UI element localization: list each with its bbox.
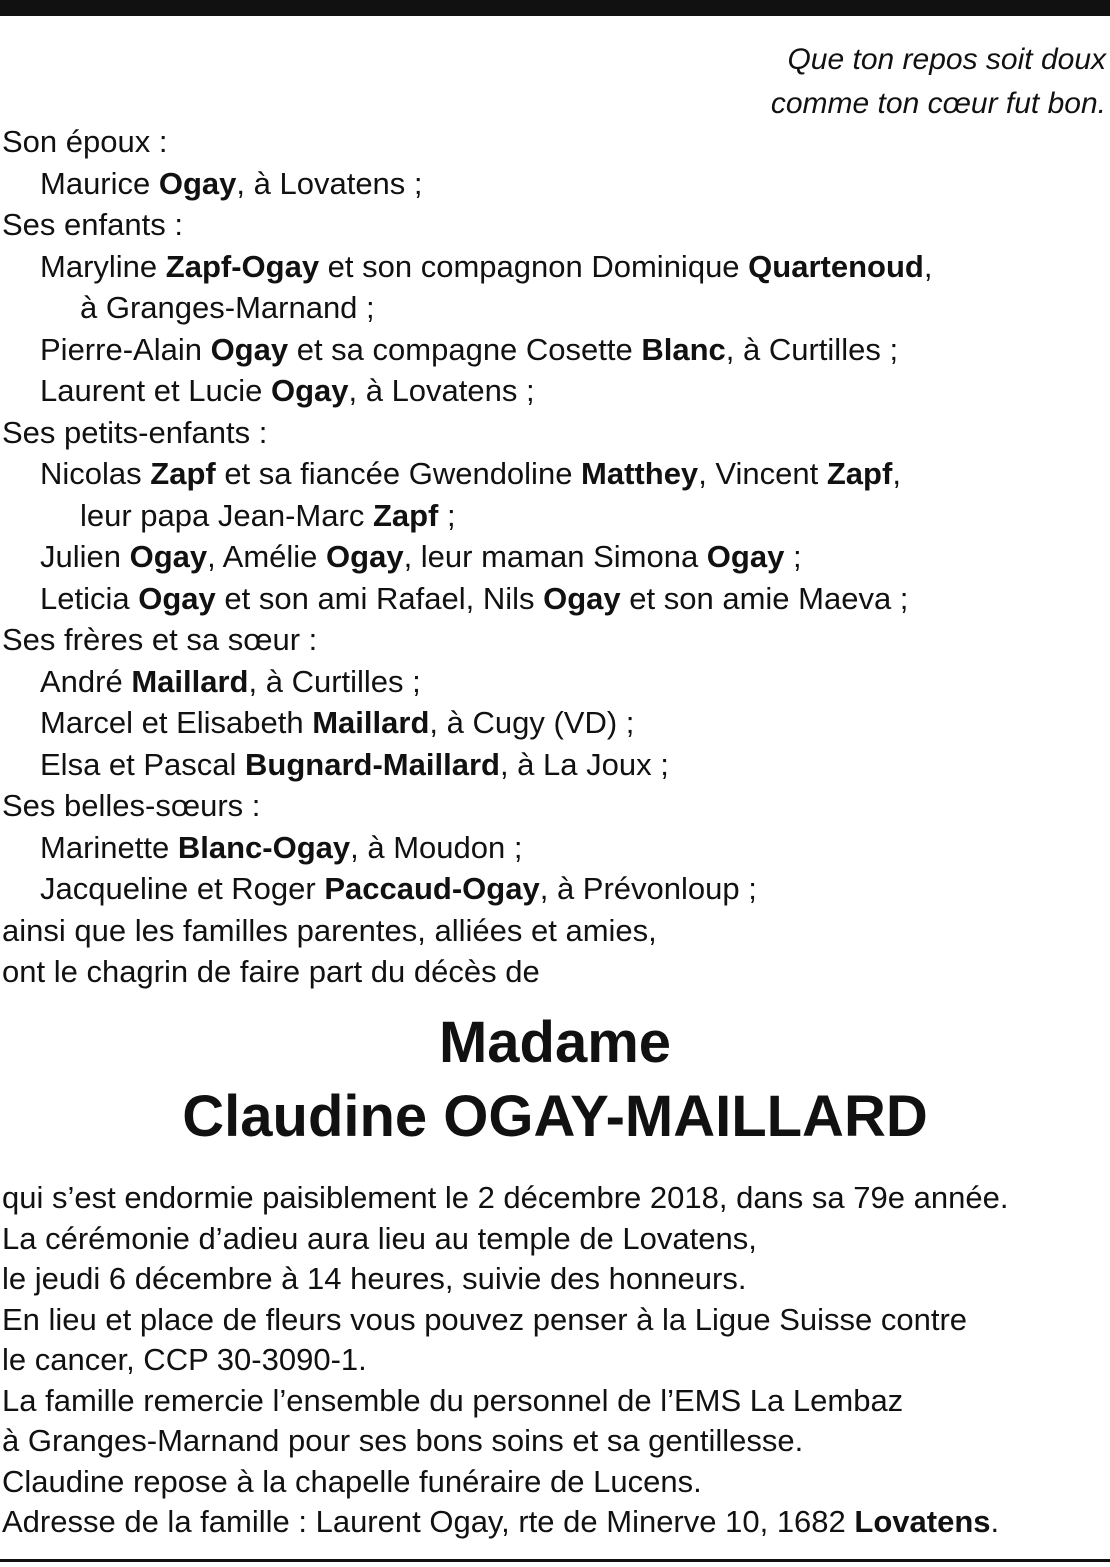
surname: Ogay (543, 580, 621, 616)
surname: Quartenoud (748, 248, 924, 284)
text-segment: Claudine repose à la chapelle funéraire de Lucens. (2, 1463, 702, 1499)
family-line (2, 495, 1106, 537)
text-segment: ont le chagrin de faire part du décès de (2, 954, 540, 989)
deceased-title (0, 1006, 1110, 1154)
text-segment: ; (784, 539, 802, 574)
surname: Blanc-Ogay (177, 829, 351, 865)
family-line (2, 370, 1106, 412)
text-segment: En lieu et place de fleurs vous pouvez penser à la Ligue Suisse contre (2, 1301, 968, 1337)
text-segment: et sa compagne Cosette (288, 331, 642, 367)
text-segment: , à Cugy (VD) ; (429, 705, 635, 740)
text-segment: Ses belles-sœurs : (2, 788, 261, 823)
text-segment: ainsi que les familles parentes, alliées et amies, (2, 912, 657, 948)
text-segment: , Vincent (698, 456, 827, 491)
text-segment: Pierre-Alain (40, 331, 211, 367)
text-segment: Marinette (40, 829, 178, 865)
announcement-line (2, 1462, 1106, 1503)
family-line (2, 910, 1106, 952)
surname: Paccaud-Ogay (324, 871, 540, 906)
text-segment: le jeudi 6 décembre à 14 heures, suivie des honneurs. (2, 1261, 747, 1296)
text-segment: , à Curtilles ; (248, 663, 421, 699)
surname: Zapf-Ogay (165, 248, 320, 284)
surname: Ogay (706, 539, 785, 574)
surname: Maillard (131, 663, 249, 699)
epigraph-line: comme ton cœur fut bon. (770, 87, 1106, 120)
announcement-line (2, 1219, 1106, 1260)
family-line (2, 827, 1106, 869)
text-segment: Ses enfants : (2, 207, 183, 242)
text-segment: Laurent et Lucie (40, 373, 271, 408)
announcement-line (2, 1300, 1106, 1341)
family-line (2, 744, 1106, 786)
family-line (2, 536, 1106, 578)
family-line (2, 619, 1106, 661)
text-segment: Ses frères et sa sœur : (2, 622, 318, 657)
announcement-text (2, 1178, 1106, 1543)
family-line (2, 578, 1106, 620)
announcement-line (2, 1178, 1106, 1219)
text-segment: Leticia (40, 580, 139, 616)
surname: Ogay (138, 580, 216, 616)
family-line (2, 287, 1106, 329)
text-segment: , à La Joux ; (499, 746, 669, 782)
announcement-line (2, 1340, 1106, 1381)
surname: Zapf (150, 456, 216, 491)
announcement-line (2, 1259, 1106, 1300)
text-segment: et son amie Maeva ; (620, 580, 909, 616)
text-segment: Maurice (40, 165, 159, 201)
family-line (2, 661, 1106, 703)
text-segment: Son époux : (2, 124, 168, 159)
text-segment: à Granges-Marnand pour ses bons soins et sa gentillesse. (2, 1423, 804, 1458)
deceased-name: Claudine OGAY-MAILLARD (182, 1084, 928, 1149)
surname: Ogay (210, 331, 289, 367)
family-line (2, 329, 1106, 371)
text-segment: André (40, 663, 132, 699)
surname: Matthey (581, 456, 699, 491)
family-line (2, 702, 1106, 744)
family-line (2, 453, 1106, 495)
family-list (2, 121, 1106, 993)
text-segment: , (923, 248, 933, 284)
bottom-rule (0, 1559, 1110, 1562)
text-segment: La cérémonie d’adieu aura lieu au temple de Lovatens, (2, 1220, 757, 1256)
text-segment: Jacqueline et Roger (40, 871, 325, 906)
family-line (2, 121, 1106, 163)
announcement-line (2, 1502, 1106, 1543)
text-segment: , à Lovatens ; (236, 165, 423, 201)
text-segment: et son compagnon Dominique (319, 248, 749, 284)
surname: Ogay (129, 539, 208, 574)
text-segment: , (892, 456, 901, 491)
title-honorific: Madame (438, 1010, 672, 1075)
family-line (2, 163, 1106, 205)
surname: Ogay (326, 539, 404, 574)
text-segment: Ses petits-enfants : (2, 414, 268, 450)
text-segment: , à Moudon ; (350, 829, 523, 865)
text-segment: leur papa Jean-Marc (80, 497, 373, 533)
surname: Maillard (312, 705, 430, 740)
surname: Ogay (158, 165, 237, 201)
family-line (2, 868, 1106, 910)
text-segment: , leur maman Simona (403, 539, 707, 574)
text-segment: La famille remercie l’ensemble du personnel de l’EMS La Lembaz (2, 1382, 904, 1418)
text-segment: Elsa et Pascal (40, 746, 246, 782)
announcement-line (2, 1381, 1106, 1422)
text-segment: Adresse de la famille : Laurent Ogay, rte de Minerve 10, 1682 (2, 1504, 855, 1539)
family-line (2, 951, 1106, 993)
text-segment: , à Prévonloup ; (539, 871, 757, 906)
text-segment: Maryline (40, 248, 166, 284)
text-segment: ; (438, 497, 456, 533)
text-segment: à Granges-Marnand ; (80, 290, 375, 325)
family-line (2, 246, 1106, 288)
text-segment: et sa fiancée Gwendoline (215, 456, 582, 491)
text-segment: Marcel et Elisabeth (40, 705, 313, 740)
top-rule (0, 0, 1110, 16)
text-segment: qui s’est endormie paisiblement le 2 décembre 2018, dans sa 79e année. (2, 1180, 1009, 1215)
epigraph-line: Que ton repos soit doux (787, 43, 1106, 76)
text-segment: et son ami Rafael, Nils (215, 580, 544, 616)
text-segment: Julien (40, 539, 130, 574)
surname: Bugnard-Maillard (245, 746, 500, 782)
text-segment: , Amélie (207, 539, 327, 574)
text-segment: , à Lovatens ; (348, 373, 535, 408)
family-line (2, 412, 1106, 454)
text-segment: Nicolas (40, 456, 151, 491)
family-line (2, 204, 1106, 246)
text-segment: , à Curtilles ; (725, 331, 899, 367)
surname: Blanc (641, 331, 726, 367)
text-segment: . (990, 1504, 1000, 1539)
announcement-line (2, 1421, 1106, 1462)
surname: Zapf (372, 497, 439, 533)
surname: Zapf (826, 456, 893, 491)
epigraph (406, 38, 1106, 126)
surname: Ogay (270, 373, 349, 408)
text-segment: le cancer, CCP 30-3090-1. (2, 1342, 367, 1377)
surname: Lovatens (854, 1504, 991, 1539)
family-line (2, 785, 1106, 827)
